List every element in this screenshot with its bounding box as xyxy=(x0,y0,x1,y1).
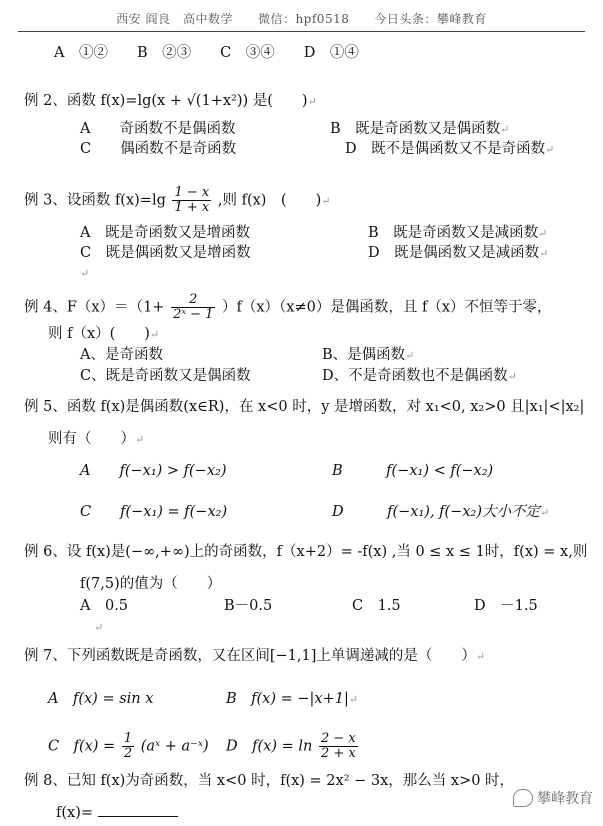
example-3-option-c: C 既是偶函数又是增函数 xyxy=(80,245,251,261)
example-5-option-b: B f(−x₁) < f(−x₂) xyxy=(332,463,494,479)
example-2-option-b: B 既是奇函数又是偶函数↵ xyxy=(330,121,510,137)
example-5-question: 例 5、函数 f(x)是偶函数(x∈R)，在 x<0 时，y 是增函数，对 x₁<0, x₂>0 且|x₁|<|x₂| xyxy=(24,399,585,415)
example-6-option-a: A 0.5 xyxy=(80,598,129,614)
example-5-option-c: C f(−x₁) = f(−x₂) xyxy=(80,504,228,520)
example-7-c-fraction: $\frac{1}{2}$ xyxy=(123,731,133,761)
example-4-option-a: A、是奇函数 xyxy=(80,347,163,363)
example-7-d-fraction: $\frac{2 - x}{2 + x}$ xyxy=(320,731,356,761)
example-6-option-d: D －1.5 xyxy=(474,598,538,614)
example-4-option-c: C、既是奇函数又是偶函数 xyxy=(80,368,251,384)
example-6-prompt: f(7,5)的值为（ ） xyxy=(80,576,222,592)
example-6-option-c: C 1.5 xyxy=(352,598,401,614)
example-4-option-d: D、不是奇函数也不是偶函数↵ xyxy=(322,368,517,384)
example-3-fraction: $\frac{1 - x}{1 + x}$ xyxy=(174,185,210,215)
example-2-question: 例 2、函数 f(x)=lg(x + √(1+x²)) 是( )↵ xyxy=(24,93,317,109)
example-6-option-b: B－0.5 xyxy=(224,598,273,614)
answer-blank xyxy=(98,802,178,817)
prev-options: A ①② B ②③ C ③④ D ①④ xyxy=(54,45,359,61)
example-3-option-b: B 既是奇函数又是减函数↵ xyxy=(368,225,548,241)
header-rule xyxy=(18,31,585,32)
example-3-question: 例 3、设函数 f(x)=lg $\frac{1 - x}{1 + x}$ ,则 f(x) ( )↵ xyxy=(24,185,331,215)
example-2-option-c: C 偶函数不是奇函数 xyxy=(80,141,237,157)
example-5-option-a: A f(−x₁) > f(−x₂) xyxy=(80,463,227,479)
example-5-option-d: D f(−x₁), f(−x₂)大小不定↵ xyxy=(332,504,550,520)
example-7-option-d: D f(x) = ln $\frac{2 - x}{2 + x}$ xyxy=(226,731,356,761)
example-5-prompt: 则有（ ）↵ xyxy=(48,431,145,447)
example-4-option-b: B、是偶函数↵ xyxy=(322,347,415,363)
example-8-question: 例 8、已知 f(x)为奇函数，当 x<0 时，f(x) = 2x² − 3x，那么当 x>0 时， xyxy=(24,773,515,789)
watermark: 攀峰教育 xyxy=(513,788,593,808)
page-header: 西安 阎良 高中数学 微信：hpf0518 今日头条：攀峰教育 xyxy=(116,12,487,26)
wechat-bubble-icon xyxy=(513,789,533,807)
example-7-question: 例 7、下列函数既是奇函数，又在区间[−1,1]上单调递减的是（ ）↵ xyxy=(24,648,486,664)
example-3-option-d: D 既是偶函数又是减函数↵ xyxy=(368,245,549,261)
example-2-option-d: D 既不是偶函数又不是奇函数↵ xyxy=(345,141,555,157)
example-7-option-c: C f(x) = $\frac{1}{2}$ (aˣ + a⁻ˣ) xyxy=(48,731,209,761)
example-6-question: 例 6、设 f(x)是(−∞,+∞)上的奇函数，f（x+2）= -f(x) ,当 0 ≤ x ≤ 1时，f(x) = x,则 xyxy=(24,544,588,560)
example-7-option-a: A f(x) = sin x xyxy=(48,691,154,707)
paragraph-mark: ↵ xyxy=(80,267,90,280)
example-4-question: 例 4、F（x）＝（1+ $\frac{2}{\text{2ˣ − 1}}$ ）f（x）（x≠0）是偶函数，且 f（x）不恒等于零， xyxy=(24,292,552,322)
example-8-answer: f(x)= xyxy=(56,802,178,822)
example-7-option-b: B f(x) = −|x+1|↵ xyxy=(226,691,359,707)
paragraph-mark: ↵ xyxy=(94,621,104,634)
example-4-fraction: $\frac{2}{\text{2ˣ − 1}}$ xyxy=(173,292,214,322)
example-2-option-a: A 奇函数不是偶函数 xyxy=(80,121,236,137)
example-3-option-a: A 既是奇函数又是增函数 xyxy=(80,225,250,241)
example-4-prompt: 则 f（x）( )↵ xyxy=(48,326,160,342)
